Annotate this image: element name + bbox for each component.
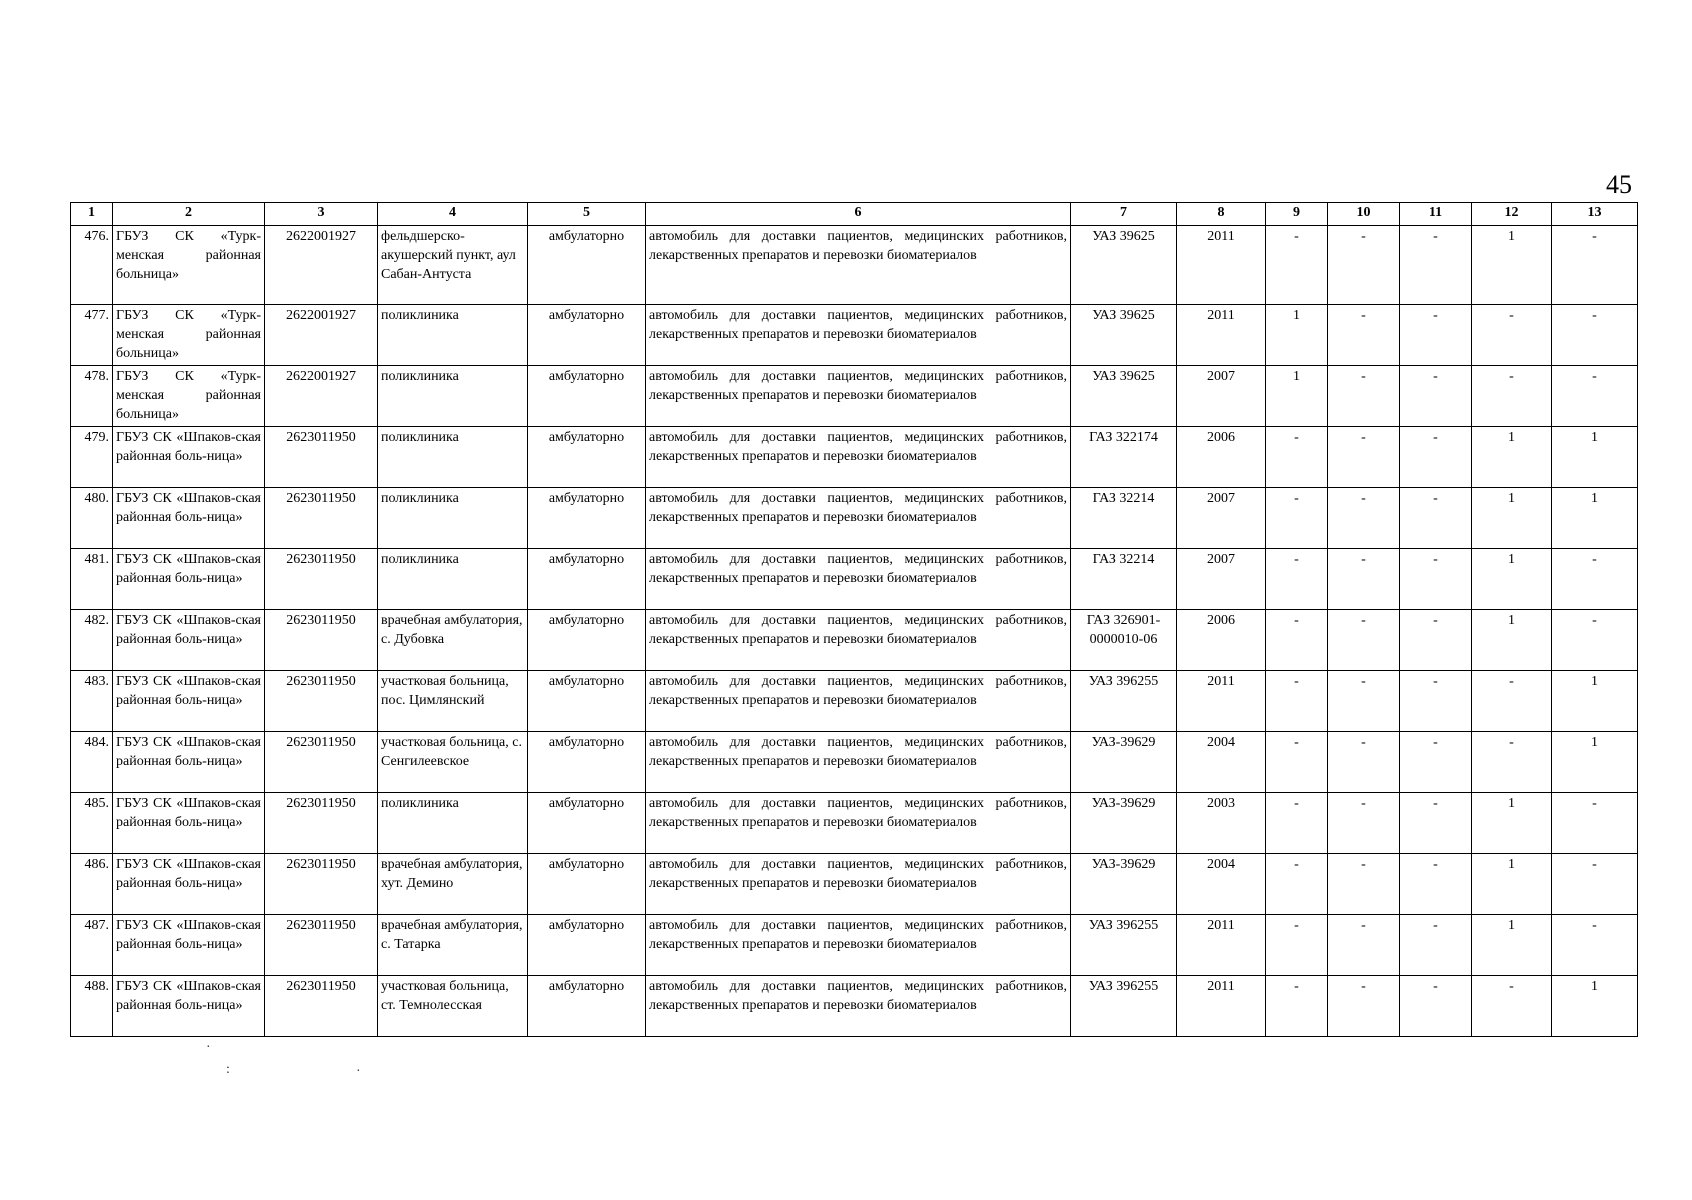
table-row (71, 976, 1638, 1037)
col-13-value: - (1552, 793, 1638, 854)
inn-code: 2623011950 (265, 610, 378, 671)
vehicle-purpose: автомобиль для доставки пациентов, медицинских работников, лекарственных препаратов и перевозки биоматериалов (646, 305, 1071, 366)
care-mode: амбулаторно (528, 854, 646, 915)
col-11-value: - (1400, 976, 1472, 1037)
facility-location: врачебная амбулатория, хут. Демино (378, 854, 528, 915)
column-header: 4 (378, 203, 528, 226)
table-row (71, 610, 1638, 671)
scan-speck: · (206, 1040, 211, 1055)
vehicle-model: УАЗ 396255 (1071, 671, 1177, 732)
col-13-value: 1 (1552, 427, 1638, 488)
col-10-value: - (1328, 226, 1400, 305)
col-9-value: - (1266, 226, 1328, 305)
care-mode: амбулаторно (528, 549, 646, 610)
col-13-value: - (1552, 915, 1638, 976)
organization-name: ГБУЗ СК «Шпаков-ская районная боль-ница» (113, 427, 265, 488)
facility-location: поликлиника (378, 793, 528, 854)
table-row (71, 549, 1638, 610)
col-12-value: 1 (1472, 793, 1552, 854)
column-header: 2 (113, 203, 265, 226)
col-9-value: - (1266, 488, 1328, 549)
vehicle-year: 2011 (1177, 226, 1266, 305)
vehicle-purpose: автомобиль для доставки пациентов, медицинских работников, лекарственных препаратов и перевозки биоматериалов (646, 732, 1071, 793)
row-number: 479. (71, 427, 113, 488)
vehicle-purpose: автомобиль для доставки пациентов, медицинских работников, лекарственных препаратов и перевозки биоматериалов (646, 976, 1071, 1037)
column-header: 7 (1071, 203, 1177, 226)
col-9-value: - (1266, 915, 1328, 976)
col-11-value: - (1400, 671, 1472, 732)
col-12-value: - (1472, 976, 1552, 1037)
facility-location: врачебная амбулатория, с. Дубовка (378, 610, 528, 671)
col-12-value: - (1472, 671, 1552, 732)
facility-location: поликлиника (378, 305, 528, 366)
table-body (71, 226, 1638, 1037)
col-12-value: 1 (1472, 549, 1552, 610)
col-11-value: - (1400, 854, 1472, 915)
col-9-value: 1 (1266, 366, 1328, 427)
care-mode: амбулаторно (528, 976, 646, 1037)
row-number: 480. (71, 488, 113, 549)
vehicle-year: 2004 (1177, 854, 1266, 915)
organization-name: ГБУЗ СК «Шпаков-ская районная боль-ница» (113, 793, 265, 854)
column-header: 6 (646, 203, 1071, 226)
col-9-value: - (1266, 854, 1328, 915)
col-12-value: 1 (1472, 854, 1552, 915)
col-13-value: - (1552, 854, 1638, 915)
col-11-value: - (1400, 305, 1472, 366)
col-10-value: - (1328, 488, 1400, 549)
page-number: 45 (1606, 170, 1632, 199)
vehicle-model: УАЗ-39629 (1071, 793, 1177, 854)
inn-code: 2623011950 (265, 427, 378, 488)
facility-location: фельдшерско-акушерский пункт, аул Сабан-Антуста (378, 226, 528, 305)
inn-code: 2623011950 (265, 793, 378, 854)
col-9-value: 1 (1266, 305, 1328, 366)
care-mode: амбулаторно (528, 915, 646, 976)
vehicle-model: УАЗ 396255 (1071, 976, 1177, 1037)
col-9-value: - (1266, 671, 1328, 732)
care-mode: амбулаторно (528, 488, 646, 549)
col-11-value: - (1400, 488, 1472, 549)
vehicle-purpose: автомобиль для доставки пациентов, медицинских работников, лекарственных препаратов и перевозки биоматериалов (646, 549, 1071, 610)
inn-code: 2622001927 (265, 226, 378, 305)
row-number: 484. (71, 732, 113, 793)
organization-name: ГБУЗ СК «Шпаков-ская районная боль-ница» (113, 671, 265, 732)
col-11-value: - (1400, 793, 1472, 854)
facility-location: поликлиника (378, 488, 528, 549)
col-12-value: 1 (1472, 915, 1552, 976)
col-10-value: - (1328, 793, 1400, 854)
row-number: 476. (71, 226, 113, 305)
col-12-value: 1 (1472, 226, 1552, 305)
column-header: 9 (1266, 203, 1328, 226)
care-mode: амбулаторно (528, 793, 646, 854)
care-mode: амбулаторно (528, 732, 646, 793)
col-13-value: - (1552, 610, 1638, 671)
vehicle-purpose: автомобиль для доставки пациентов, медицинских работников, лекарственных препаратов и перевозки биоматериалов (646, 854, 1071, 915)
row-number: 482. (71, 610, 113, 671)
vehicle-purpose: автомобиль для доставки пациентов, медицинских работников, лекарственных препаратов и перевозки биоматериалов (646, 915, 1071, 976)
col-13-value: 1 (1552, 671, 1638, 732)
vehicle-purpose: автомобиль для доставки пациентов, медицинских работников, лекарственных препаратов и перевозки биоматериалов (646, 427, 1071, 488)
facility-location: поликлиника (378, 427, 528, 488)
col-11-value: - (1400, 226, 1472, 305)
col-11-value: - (1400, 610, 1472, 671)
header-row (71, 203, 1638, 226)
inn-code: 2623011950 (265, 732, 378, 793)
inn-code: 2622001927 (265, 366, 378, 427)
column-header: 8 (1177, 203, 1266, 226)
organization-name: ГБУЗ СК «Шпаков-ская районная боль-ница» (113, 732, 265, 793)
col-12-value: - (1472, 366, 1552, 427)
row-number: 485. (71, 793, 113, 854)
vehicle-year: 2004 (1177, 732, 1266, 793)
care-mode: амбулаторно (528, 610, 646, 671)
column-header: 13 (1552, 203, 1638, 226)
col-10-value: - (1328, 854, 1400, 915)
facility-location: поликлиника (378, 549, 528, 610)
organization-name: ГБУЗ СК «Турк-менская районная больница» (113, 226, 265, 305)
vehicle-registry-table (70, 202, 1638, 1037)
vehicle-year: 2007 (1177, 488, 1266, 549)
row-number: 478. (71, 366, 113, 427)
col-12-value: 1 (1472, 488, 1552, 549)
row-number: 487. (71, 915, 113, 976)
inn-code: 2623011950 (265, 488, 378, 549)
col-12-value: 1 (1472, 610, 1552, 671)
column-header: 10 (1328, 203, 1400, 226)
care-mode: амбулаторно (528, 427, 646, 488)
table-row (71, 671, 1638, 732)
col-9-value: - (1266, 732, 1328, 793)
vehicle-year: 2006 (1177, 610, 1266, 671)
facility-location: врачебная амбулатория, с. Татарка (378, 915, 528, 976)
vehicle-year: 2011 (1177, 915, 1266, 976)
col-13-value: - (1552, 549, 1638, 610)
vehicle-year: 2007 (1177, 366, 1266, 427)
col-10-value: - (1328, 549, 1400, 610)
organization-name: ГБУЗ СК «Шпаков-ская районная боль-ница» (113, 915, 265, 976)
care-mode: амбулаторно (528, 671, 646, 732)
col-9-value: - (1266, 976, 1328, 1037)
care-mode: амбулаторно (528, 305, 646, 366)
organization-name: ГБУЗ СК «Шпаков-ская районная боль-ница» (113, 610, 265, 671)
col-9-value: - (1266, 793, 1328, 854)
inn-code: 2623011950 (265, 976, 378, 1037)
vehicle-year: 2007 (1177, 549, 1266, 610)
column-header: 11 (1400, 203, 1472, 226)
vehicle-purpose: автомобиль для доставки пациентов, медицинских работников, лекарственных препаратов и перевозки биоматериалов (646, 671, 1071, 732)
organization-name: ГБУЗ СК «Турк-менская районная больница» (113, 305, 265, 366)
vehicle-model: УАЗ 39625 (1071, 226, 1177, 305)
col-13-value: - (1552, 226, 1638, 305)
col-12-value: - (1472, 732, 1552, 793)
vehicle-model: УАЗ 39625 (1071, 366, 1177, 427)
col-9-value: - (1266, 427, 1328, 488)
vehicle-purpose: автомобиль для доставки пациентов, медицинских работников, лекарственных препаратов и перевозки биоматериалов (646, 488, 1071, 549)
col-13-value: - (1552, 305, 1638, 366)
row-number: 483. (71, 671, 113, 732)
table-row (71, 854, 1638, 915)
table-row (71, 226, 1638, 305)
col-10-value: - (1328, 976, 1400, 1037)
organization-name: ГБУЗ СК «Шпаков-ская районная боль-ница» (113, 549, 265, 610)
row-number: 486. (71, 854, 113, 915)
vehicle-purpose: автомобиль для доставки пациентов, медицинских работников, лекарственных препаратов и перевозки биоматериалов (646, 366, 1071, 427)
col-13-value: 1 (1552, 732, 1638, 793)
vehicle-year: 2011 (1177, 305, 1266, 366)
organization-name: ГБУЗ СК «Шпаков-ская районная боль-ница» (113, 488, 265, 549)
scan-speck: : (226, 1062, 230, 1077)
vehicle-model: УАЗ 396255 (1071, 915, 1177, 976)
vehicle-model: УАЗ-39629 (1071, 854, 1177, 915)
vehicle-purpose: автомобиль для доставки пациентов, медицинских работников, лекарственных препаратов и перевозки биоматериалов (646, 610, 1071, 671)
inn-code: 2623011950 (265, 671, 378, 732)
organization-name: ГБУЗ СК «Шпаков-ская районная боль-ница» (113, 976, 265, 1037)
col-10-value: - (1328, 915, 1400, 976)
table-row (71, 305, 1638, 366)
vehicle-model: УАЗ-39629 (1071, 732, 1177, 793)
inn-code: 2623011950 (265, 549, 378, 610)
col-11-value: - (1400, 915, 1472, 976)
vehicle-year: 2011 (1177, 671, 1266, 732)
vehicle-model: ГАЗ 32214 (1071, 488, 1177, 549)
facility-location: участковая больница, пос. Цимлянский (378, 671, 528, 732)
vehicle-purpose: автомобиль для доставки пациентов, медицинских работников, лекарственных препаратов и перевозки биоматериалов (646, 793, 1071, 854)
organization-name: ГБУЗ СК «Турк-менская районная больница» (113, 366, 265, 427)
col-11-value: - (1400, 366, 1472, 427)
vehicle-purpose: автомобиль для доставки пациентов, медицинских работников, лекарственных препаратов и перевозки биоматериалов (646, 226, 1071, 305)
inn-code: 2623011950 (265, 915, 378, 976)
col-12-value: - (1472, 305, 1552, 366)
vehicle-model: УАЗ 39625 (1071, 305, 1177, 366)
vehicle-model: ГАЗ 322174 (1071, 427, 1177, 488)
vehicle-model: ГАЗ 326901-0000010-06 (1071, 610, 1177, 671)
col-10-value: - (1328, 671, 1400, 732)
table-row (71, 488, 1638, 549)
table-row (71, 915, 1638, 976)
col-10-value: - (1328, 427, 1400, 488)
table-row (71, 427, 1638, 488)
col-10-value: - (1328, 305, 1400, 366)
care-mode: амбулаторно (528, 366, 646, 427)
col-10-value: - (1328, 366, 1400, 427)
vehicle-model: ГАЗ 32214 (1071, 549, 1177, 610)
scan-speck: · (356, 1064, 361, 1079)
organization-name: ГБУЗ СК «Шпаков-ская районная боль-ница» (113, 854, 265, 915)
facility-location: участковая больница, с. Сенгилеевское (378, 732, 528, 793)
col-9-value: - (1266, 610, 1328, 671)
col-11-value: - (1400, 549, 1472, 610)
col-9-value: - (1266, 549, 1328, 610)
inn-code: 2623011950 (265, 854, 378, 915)
care-mode: амбулаторно (528, 226, 646, 305)
column-header: 1 (71, 203, 113, 226)
table-row (71, 366, 1638, 427)
row-number: 477. (71, 305, 113, 366)
col-11-value: - (1400, 427, 1472, 488)
column-header: 12 (1472, 203, 1552, 226)
table-row (71, 732, 1638, 793)
facility-location: участковая больница, ст. Темнолесская (378, 976, 528, 1037)
row-number: 481. (71, 549, 113, 610)
vehicle-year: 2003 (1177, 793, 1266, 854)
col-10-value: - (1328, 732, 1400, 793)
col-13-value: - (1552, 366, 1638, 427)
col-13-value: 1 (1552, 976, 1638, 1037)
vehicle-year: 2006 (1177, 427, 1266, 488)
table-row (71, 793, 1638, 854)
column-header: 5 (528, 203, 646, 226)
col-11-value: - (1400, 732, 1472, 793)
inn-code: 2622001927 (265, 305, 378, 366)
col-12-value: 1 (1472, 427, 1552, 488)
vehicle-year: 2011 (1177, 976, 1266, 1037)
col-10-value: - (1328, 610, 1400, 671)
col-13-value: 1 (1552, 488, 1638, 549)
row-number: 488. (71, 976, 113, 1037)
column-header: 3 (265, 203, 378, 226)
facility-location: поликлиника (378, 366, 528, 427)
